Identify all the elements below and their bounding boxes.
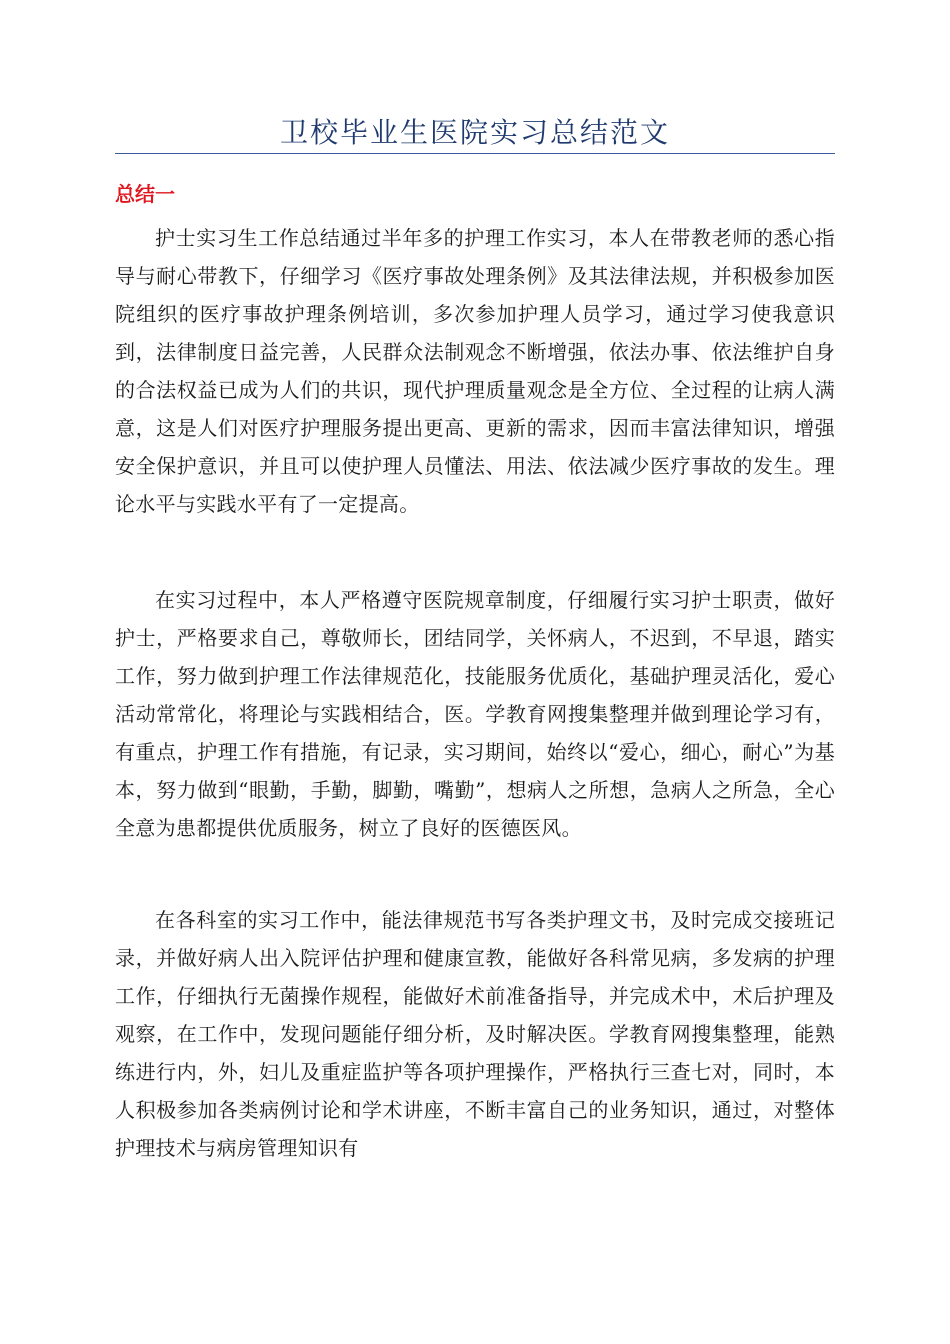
section-heading: 总结一 [115, 182, 175, 206]
document-title: 卫校毕业生医院实习总结范文 [279, 116, 670, 149]
title-divider [115, 153, 835, 154]
paragraph-1: 护士实习生工作总结通过半年多的护理工作实习，本人在带教老师的悉心指导与耐心带教下，仔细学习《医疗事故处理条例》及其法律法规，并积极参加医院组织的医疗事故护理条例培训，多次参加护理人员学习，通过学习使我意识到，法律制度日益完善，人民群众法制观念不断增强，依法办事、依法维护自身的合法权益已成为人们的共识，现代护理质量观念是全方位、全过程的让病人满意，这是人们对医疗护理服务提出更高、更新的需求，因而丰富法律知识，增强安全保护意识，并且可以使护理人员懂法、用法、依法减少医疗事故的发生。理论水平与实践水平有了一定提高。 [115, 226, 835, 516]
paragraph-2: 在实习过程中，本人严格遵守医院规章制度，仔细履行实习护士职责，做好护士，严格要求自己，尊敬师长，团结同学，关怀病人，不迟到，不早退，踏实工作，努力做到护理工作法律规范化，技能服务优质化，基础护理灵活化，爱心活动常常化，将理论与实践相结合，医。学教育网搜集整理并做到理论学习有，有重点，护理工作有措施，有记录，实习期间，始终以“爱心，细心，耐心”为基本，努力做到“眼勤，手勤，脚勤，嘴勤”，想病人之所想，急病人之所急，全心全意为患都提供优质服务，树立了良好的医德医风。 [115, 588, 835, 840]
paragraph-3: 在各科室的实习工作中，能法律规范书写各类护理文书，及时完成交接班记录，并做好病人出入院评估护理和健康宣教，能做好各科常见病，多发病的护理工作，仔细执行无菌操作规程，能做好术前准备指导，并完成术中，术后护理及观察，在工作中，发现问题能仔细分析，及时解决医。学教育网搜集整理，能熟练进行内，外，妇儿及重症监护等各项护理操作，严格执行三查七对，同时，本人积极参加各类病例讨论和学术讲座，不断丰富自己的业务知识，通过，对整体护理技术与病房管理知识有 [115, 908, 835, 1160]
